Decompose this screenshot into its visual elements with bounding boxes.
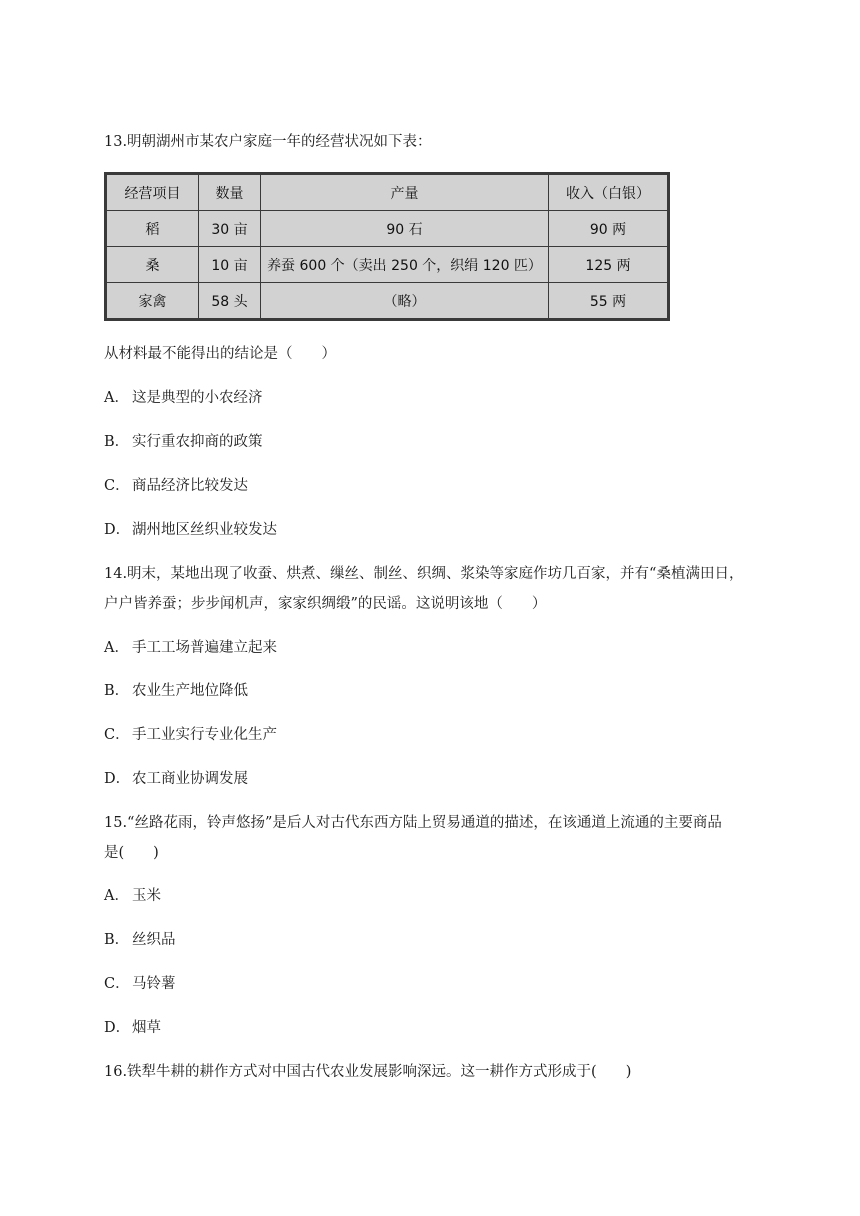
q13-option-b[interactable]	[104, 432, 263, 452]
q14-option-b[interactable]	[104, 681, 248, 701]
option-text: 农业生产地位降低	[132, 683, 248, 699]
q14-stem-line1: 14.明末，某地出现了收蚕、烘煮、缫丝、制丝、织绸、浆染等家庭作坊几百家，并有“桑植满田日，	[104, 566, 744, 582]
table-header-cell: 收入（白银）	[549, 175, 668, 211]
q14-stem-line2: 户户皆养蚕；步步闻机声，家家织绸缎”的民谣。这说明该地（ ）	[104, 596, 547, 612]
option-letter: D．	[104, 771, 131, 787]
table-header-row	[107, 175, 668, 211]
option-letter: A．	[104, 888, 129, 904]
table-cell: 桑	[107, 247, 199, 283]
option-letter: C．	[104, 727, 130, 743]
option-letter: C．	[104, 976, 130, 992]
q14-option-a[interactable]	[104, 638, 277, 658]
option-text: 商品经济比较发达	[132, 478, 248, 494]
option-letter: B．	[104, 932, 130, 948]
option-letter: C．	[104, 478, 130, 494]
option-letter: A．	[104, 640, 129, 656]
q13-option-d[interactable]	[104, 520, 277, 540]
q15-stem-line1: 15.“丝路花雨，铃声悠扬”是后人对古代东西方陆上贸易通道的描述，在该通道上流通的主要商品	[104, 815, 722, 831]
table-cell: 10 亩	[199, 247, 261, 283]
option-letter: B．	[104, 434, 130, 450]
q15-option-c[interactable]	[104, 974, 176, 994]
option-letter: D．	[104, 522, 131, 538]
table-header-cell: 产量	[261, 175, 549, 211]
q14-option-d[interactable]	[104, 769, 248, 789]
table-cell: 90 石	[261, 211, 549, 247]
q13-stem: 13.明朝湖州市某农户家庭一年的经营状况如下表：	[104, 134, 432, 150]
table-cell: 养蚕 600 个（卖出 250 个，织绢 120 匹）	[261, 247, 549, 283]
option-letter: A．	[104, 390, 129, 406]
q16-stem: 16.铁犁牛耕的耕作方式对中国古代农业发展影响深远。这一耕作方式形成于( )	[104, 1064, 632, 1080]
table-cell: 55 两	[549, 283, 668, 319]
q13-table	[104, 172, 670, 321]
option-letter: D．	[104, 1020, 131, 1036]
option-text: 湖州地区丝织业较发达	[132, 522, 277, 538]
table-cell: 58 头	[199, 283, 261, 319]
option-text: 丝织品	[132, 932, 176, 948]
option-text: 农工商业协调发展	[132, 771, 248, 787]
table-header-cell: 经营项目	[107, 175, 199, 211]
option-text: 手工工场普遍建立起来	[132, 640, 277, 656]
q13-option-c[interactable]	[104, 476, 248, 496]
option-text: 这是典型的小农经济	[132, 390, 263, 406]
option-letter: B．	[104, 683, 130, 699]
q15-option-d[interactable]	[104, 1018, 161, 1038]
q13-option-a[interactable]	[104, 388, 263, 408]
table-cell: 稻	[107, 211, 199, 247]
option-text: 烟草	[132, 1020, 161, 1036]
table-row	[107, 247, 668, 283]
q15-option-a[interactable]	[104, 886, 161, 906]
table-header-cell: 数量	[199, 175, 261, 211]
table-row	[107, 283, 668, 319]
table-cell: （略）	[261, 283, 549, 319]
table-cell: 30 亩	[199, 211, 261, 247]
option-text: 马铃薯	[132, 976, 176, 992]
table-cell: 125 两	[549, 247, 668, 283]
q14-option-c[interactable]	[104, 725, 277, 745]
q15-option-b[interactable]	[104, 930, 176, 950]
table-cell: 家禽	[107, 283, 199, 319]
table-cell: 90 两	[549, 211, 668, 247]
q13-question: 从材料最不能得出的结论是（ ）	[104, 346, 336, 362]
option-text: 实行重农抑商的政策	[132, 434, 263, 450]
option-text: 玉米	[132, 888, 161, 904]
q15-stem-line2: 是( )	[104, 845, 159, 861]
option-text: 手工业实行专业化生产	[132, 727, 277, 743]
table-row	[107, 211, 668, 247]
